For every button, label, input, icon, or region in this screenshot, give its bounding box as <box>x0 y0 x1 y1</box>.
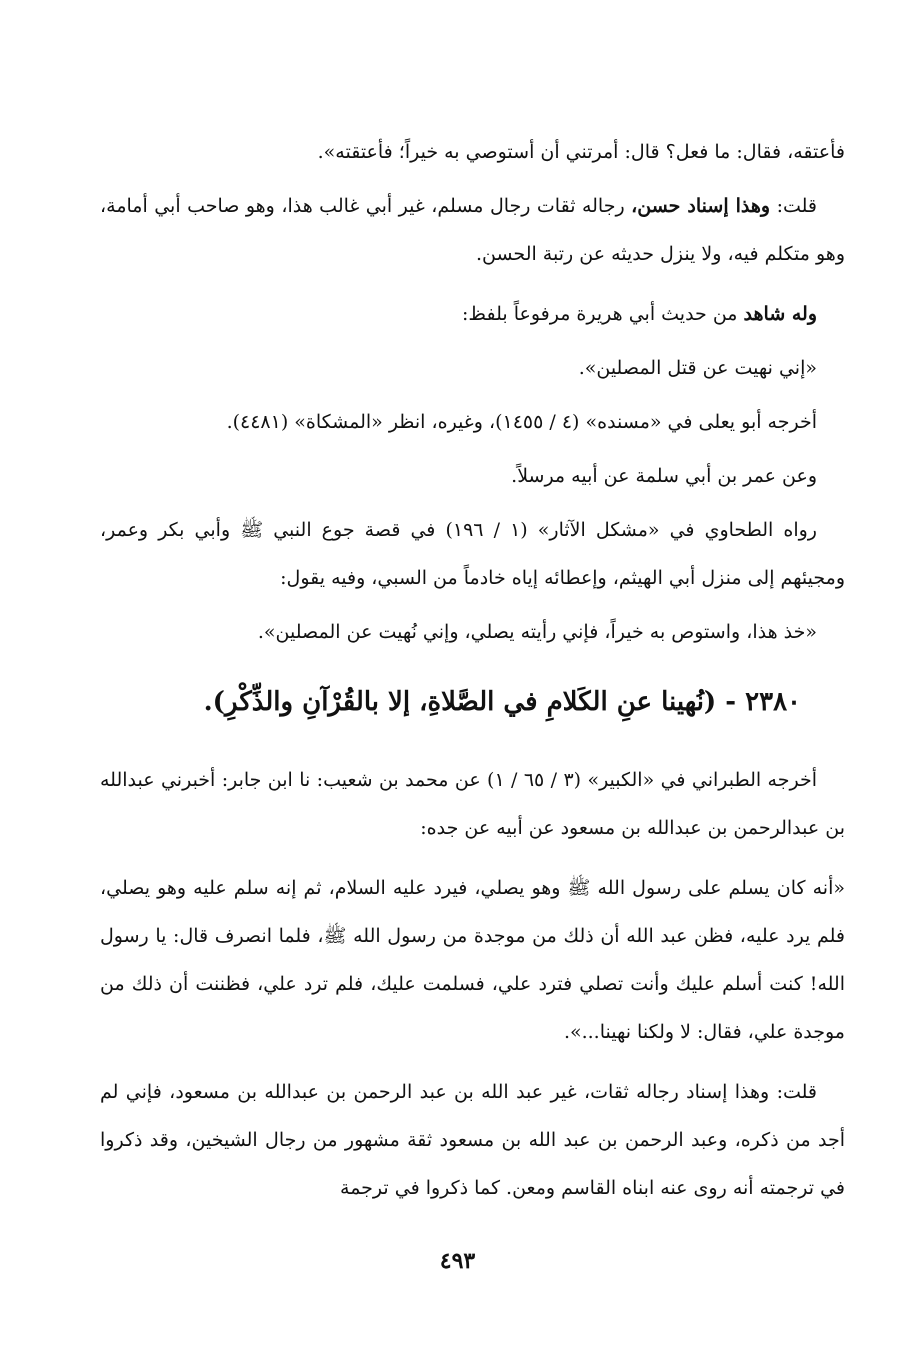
page-body <box>100 128 845 1308</box>
paragraph-6 <box>100 452 845 500</box>
hadith-heading: ٢٣٨٠ - (نُهينا عنِ الكَلامِ في الصَّلاةِ، إلا بالقُرْآنِ والذِّكْرِ). <box>203 687 801 717</box>
page-number: ٤٩٣ <box>439 1248 476 1274</box>
paragraph-1 <box>100 128 845 176</box>
paragraph-3-text: من حديث أبي هريرة مرفوعاً بلفظ: <box>462 303 738 325</box>
paragraph-11-text: قلت: وهذا إسناد رجاله ثقات، غير عبد الله بن عبد الرحمن بن عبدالله بن مسعود، فإني لم أجد من ذكره، وعبد الرحمن بن عبد الله بن مسعود ثقة مشهور من رجال الشيخين، وقد ذكروا في ترجمته أنه روى عنه ابناه القاسم ومعن. كما ذكروا في ترجمة <box>100 1081 845 1199</box>
paragraph-2-bold: وهذا إسناد حسن، <box>631 195 771 217</box>
paragraph-3-bold: وله شاهد <box>743 303 817 325</box>
paragraph-7-text: رواه الطحاوي في «مشكل الآثار» (١ / ١٩٦) في قصة جوع النبي ﷺ وأبي بكر وعمر، ومجيئهم إلى منزل أبي الهيثم، وإعطائه إياه خادماً من السبي، وفيه يقول: <box>100 519 845 589</box>
paragraph-5 <box>100 398 845 446</box>
paragraph-11 <box>100 1068 845 1212</box>
paragraph-2-lead: قلت: <box>776 195 818 217</box>
paragraph-6-text: وعن عمر بن أبي سلمة عن أبيه مرسلاً. <box>511 465 817 487</box>
paragraph-2-text: رجاله ثقات رجال مسلم، غير أبي غالب هذا، وهو صاحب أبي أمامة، وهو متكلم فيه، ولا ينزل حديثه عن رتبة الحسن. <box>100 195 845 265</box>
paragraph-10-text: «أنه كان يسلم على رسول الله ﷺ وهو يصلي، فيرد عليه السلام، ثم إنه سلم عليه وهو يصلي، فلم يرد عليه، فظن عبد الله أن ذلك من موجدة من رسول الله ﷺ، فلما انصرف قال: يا رسول الله! كنت أسلم عليك وأنت تصلي فترد علي، فسلمت عليك، فلم ترد علي، فظننت أن ذلك من موجدة علي، فقال: لا ولكنا نهينا...». <box>100 877 845 1043</box>
paragraph-8-text: «خذ هذا، واستوص به خيراً، فإني رأيته يصلي، وإني نُهيت عن المصلين». <box>257 621 817 643</box>
paragraph-9 <box>100 756 845 852</box>
paragraph-8 <box>100 608 845 656</box>
paragraph-9-text: أخرجه الطبراني في «الكبير» (٣ / ٦٥ / ١) عن محمد بن شعيب: نا ابن جابر: أخبرني عبدالله بن عبدالرحمن بن عبدالله بن مسعود عن أبيه عن جده: <box>100 769 845 839</box>
paragraph-5-text: أخرجه أبو يعلى في «مسنده» (٤ / ١٤٥٥)، وغيره، انظر «المشكاة» (٤٤٨١). <box>226 411 817 433</box>
paragraph-3 <box>100 290 845 338</box>
paragraph-1-text: فأعتقه، فقال: ما فعل؟ قال: أمرتني أن أستوصي به خيراً؛ فأعتقته». <box>317 141 845 163</box>
paragraph-4 <box>100 344 845 392</box>
paragraph-2 <box>100 182 845 278</box>
paragraph-7 <box>100 506 845 602</box>
paragraph-4-text: «إني نهيت عن قتل المصلين». <box>578 357 817 379</box>
paragraph-10 <box>100 864 845 1056</box>
